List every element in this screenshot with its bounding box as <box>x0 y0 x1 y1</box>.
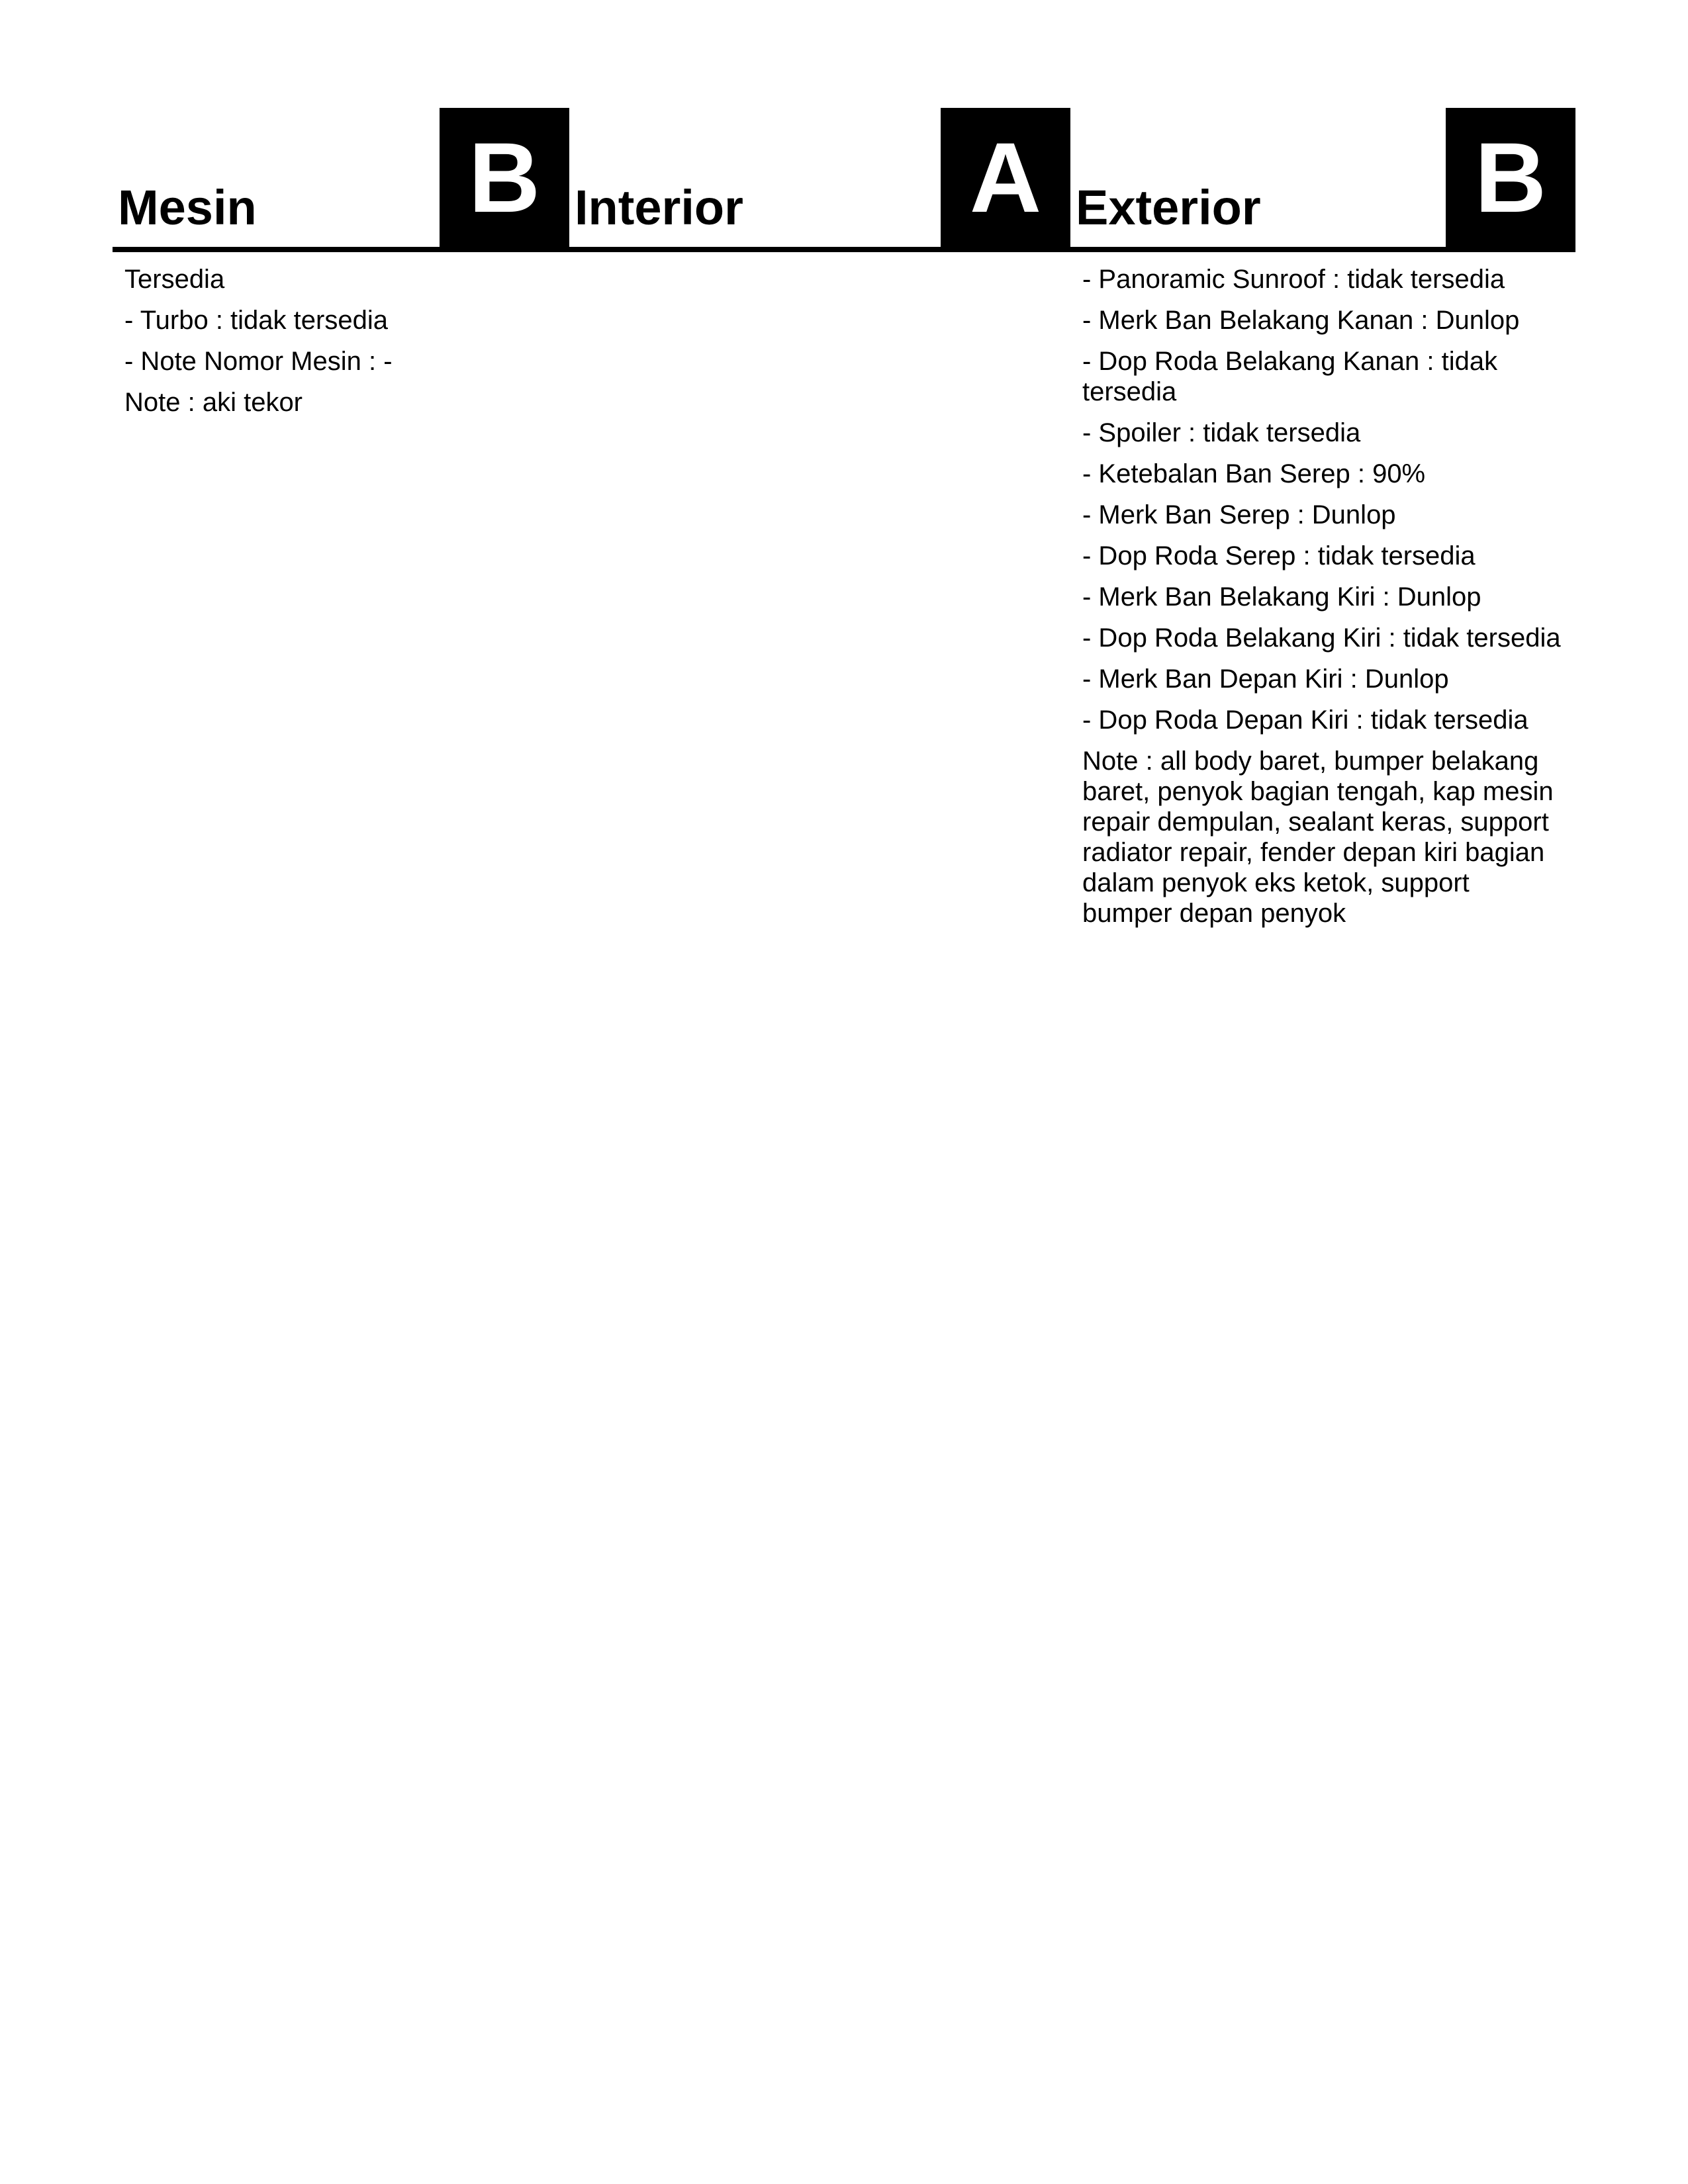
exterior-note: Note : all body baret, bumper belakang baret, penyok bagian tengah, kap mesin repair dempulan, sealant keras, support radiator repair, fender depan kiri bagian dalam penyok eks ketok, support bumper depan penyok <box>1082 747 1554 928</box>
exterior-item: - Spoiler : tidak tersedia <box>1082 418 1361 447</box>
section-body-exterior <box>1070 252 1575 929</box>
section-header-mesin <box>113 108 569 252</box>
section-interior <box>569 108 1070 264</box>
mesin-item: Tersedia <box>124 265 225 294</box>
exterior-item: - Ketebalan Ban Serep : 90% <box>1082 459 1426 488</box>
exterior-item: - Merk Ban Belakang Kanan : Dunlop <box>1082 306 1520 335</box>
section-title-interior: Interior <box>575 180 743 235</box>
section-body-interior <box>569 252 1070 264</box>
grade-badge-interior: A <box>941 108 1070 247</box>
section-title-mesin: Mesin <box>118 180 257 235</box>
exterior-item: - Merk Ban Belakang Kiri : Dunlop <box>1082 582 1481 612</box>
exterior-item: - Dop Roda Serep : tidak tersedia <box>1082 541 1476 570</box>
grade-badge-exterior: B <box>1446 108 1575 247</box>
mesin-item: Note : aki tekor <box>124 388 303 417</box>
exterior-item: - Panoramic Sunroof : tidak tersedia <box>1082 265 1505 294</box>
section-mesin <box>113 108 569 428</box>
section-title-exterior: Exterior <box>1076 180 1261 235</box>
section-header-interior <box>569 108 1070 252</box>
exterior-item: - Merk Ban Serep : Dunlop <box>1082 500 1396 529</box>
grade-badge-mesin: B <box>440 108 569 247</box>
mesin-item: - Note Nomor Mesin : - <box>124 347 393 376</box>
exterior-item: - Merk Ban Depan Kiri : Dunlop <box>1082 664 1449 694</box>
section-exterior <box>1070 108 1575 939</box>
exterior-item: - Dop Roda Depan Kiri : tidak tersedia <box>1082 705 1528 735</box>
exterior-item: - Dop Roda Belakang Kanan : tidak tersedia <box>1082 347 1498 406</box>
section-header-exterior <box>1070 108 1575 252</box>
exterior-item: - Dop Roda Belakang Kiri : tidak tersedia <box>1082 623 1561 653</box>
mesin-item: - Turbo : tidak tersedia <box>124 306 388 335</box>
section-body-mesin <box>113 252 569 418</box>
